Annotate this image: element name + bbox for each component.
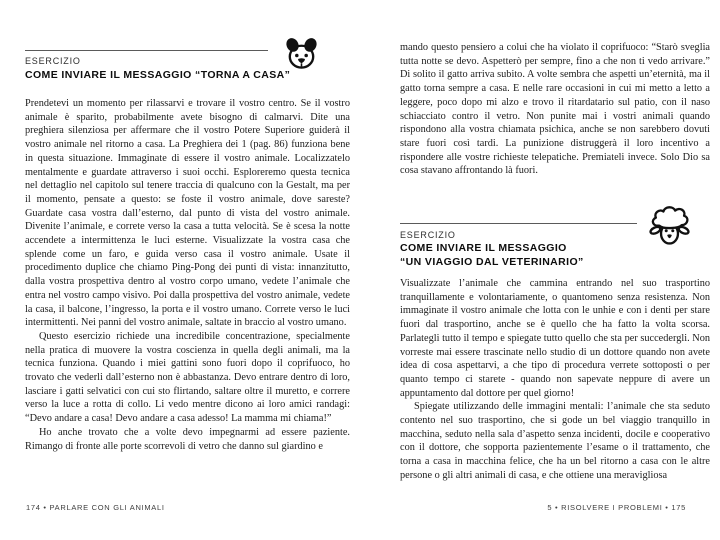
paragraph: Prendetevi un momento per rilassarvi e trovare il vostro centro. Se il vostro animale è sparito, probabilmente avete bisogno di calmarvi. Dite una preghiera silenziosa per affermare che il vostro Potere Superiore guiderà il vostro animale nel ritorno a casa. La Preghiera dei 1 (pag. 86) funziona bene in questa situazione. Immaginate di essere il vostro animale. Localizzatelo mentalmente e guardate attraverso i suoi occhi. Esploreremo questa tecnica nel dettaglio nel capitolo sul tenere traccia di qualcuno con la Gestalt, ma per il momento, pensate a questo: se foste il vostro animale, dove sareste? Guardate casa vostra dall’esterno, dal punto di vista del vostro animale. Divenite l’animale, e correte verso la casa a tutta velocità. Se è scesa la notte accendete a intermittenza le luci esterne. Visualizzate la vostra casa che splende come un faro, e guida verso casa il vostro animale. Usate il procedimento duplice che chiamo Ping-Pong dei punti di vista: innanzitutto, dalla vostra prospettiva dentro al vostro corpo umano, vedete l’animale che entra nel vostro campo visivo. Poi dalla prospettiva del vostro animale, vedete la casa, il balcone, l’ingresso, la porta e il vostro umano. Correte verso le luci intermittenti. Nei panni del vostro animale, saltate in braccio al vostro umano. — [25, 98, 350, 329]
paragraph: Visualizzate l’animale che cammina entrando nel suo trasportino tranquillamente e volontariamente, o quantomeno senza resistenza. Non immaginate il vostro animale che lotta con le unhie e con i denti per stare fuori dal trasportino, anche se è quello che ha fatto la volta scorsa. Parlategli tutto il tempo e spiegate tutto quello che sta per succedergli. Non vorreste mai essere trascinate nello studio di un dottore quando non avete idea di cosa aspettarvi, a che tipo di procedura verrete sottoposti o per quanto tempo ci starete - quando non sapevate neppure di avere un appuntamento dal dottore per quel giorno! — [400, 278, 710, 399]
exercise-title-line2: “UN VIAGGIO DAL VETERINARIO” — [400, 255, 584, 268]
page-footer-right: 5 • RISOLVERE I PROBLEMI • 175 — [547, 503, 686, 512]
paragraph: mando questo pensiero a colui che ha violato il coprifuoco: “Starò sveglia tutta notte se devo. Aspetterò per sempre, fino a che non ti vedo arrivare.” Di solito il gatto arriva subito. A volte sembra che aspetti un’eternità, ma il gatto torna sempre a casa. E nelle rare occasioni in cui mi metto a letto a leggere, poco dopo mi alzo e trovo il ritardatario sul patio, con il naso schiacciato contro il vetro. Non punite mai i vostri animali quando rispondono alla vostra chiamata psichica, anche se non sarebbero dovuti stare fuori così tardi. La punizione distruggerà il loro incentivo a rispondere alle vostre richieste telepatiche. Premiateli invece. Solo Dio sa cosa stavano affrontando là fuori. — [400, 42, 710, 177]
right-page-body — [400, 277, 710, 483]
continuation-text — [400, 41, 710, 178]
exercise-label: ESERCIZIO — [25, 56, 81, 66]
paragraph: Ho anche trovato che a volte devo impegnarmi ad essere paziente. Rimango di fronte alle porte scorrevoli di vetro che danno sul giardino e — [25, 426, 350, 452]
exercise-title — [400, 242, 700, 269]
section-rule — [25, 50, 268, 51]
page-right — [400, 0, 710, 540]
section-rule — [400, 223, 637, 224]
exercise-title: COME INVIARE IL MESSAGGIO “TORNA A CASA” — [25, 69, 291, 81]
exercise-label: ESERCIZIO — [400, 230, 456, 240]
left-page-body — [25, 97, 350, 453]
paragraph: Questo esercizio richiede una incredibile concentrazione, specialmente nella pratica di muovere la vostra coscienza in quella degli animali, ma la tecnica funziona. Quando i miei gattini sono fuori dopo il coprifuoco, ho trovato che vederli dall’esterno non è abbastanza. Devo entrare dentro di loro, lasciare i gatti selvatici con cui sto flirtando, saltare oltre il muretto, e correre verso la luce a rotta di collo. Li vedo mentre dicono ai loro amici randagi: “Devo andare a casa! Devo andare a casa adesso! La mamma mi chiama!” — [25, 330, 350, 425]
exercise-title-line1: COME INVIARE IL MESSAGGIO — [400, 242, 567, 254]
page-footer-left: 174 • PARLARE CON GLI ANIMALI — [26, 503, 165, 512]
page-left — [25, 0, 350, 540]
paragraph: Spiegate utilizzando delle immagini mentali: l’animale che sta seduto contento nel suo trasportino, che si gode un bel viaggio tranquillo in macchina, seduto nella sala d’aspetto senza incidenti, docile e cooperativo con il dottore, che sopporta pazientemente l’esame o il trattamento, che torna a casa in macchina felice, che ha un bel ritorno a casa con le altre persone o gli altri animali di casa, e che ottiene una meravigliosa — [400, 401, 710, 481]
